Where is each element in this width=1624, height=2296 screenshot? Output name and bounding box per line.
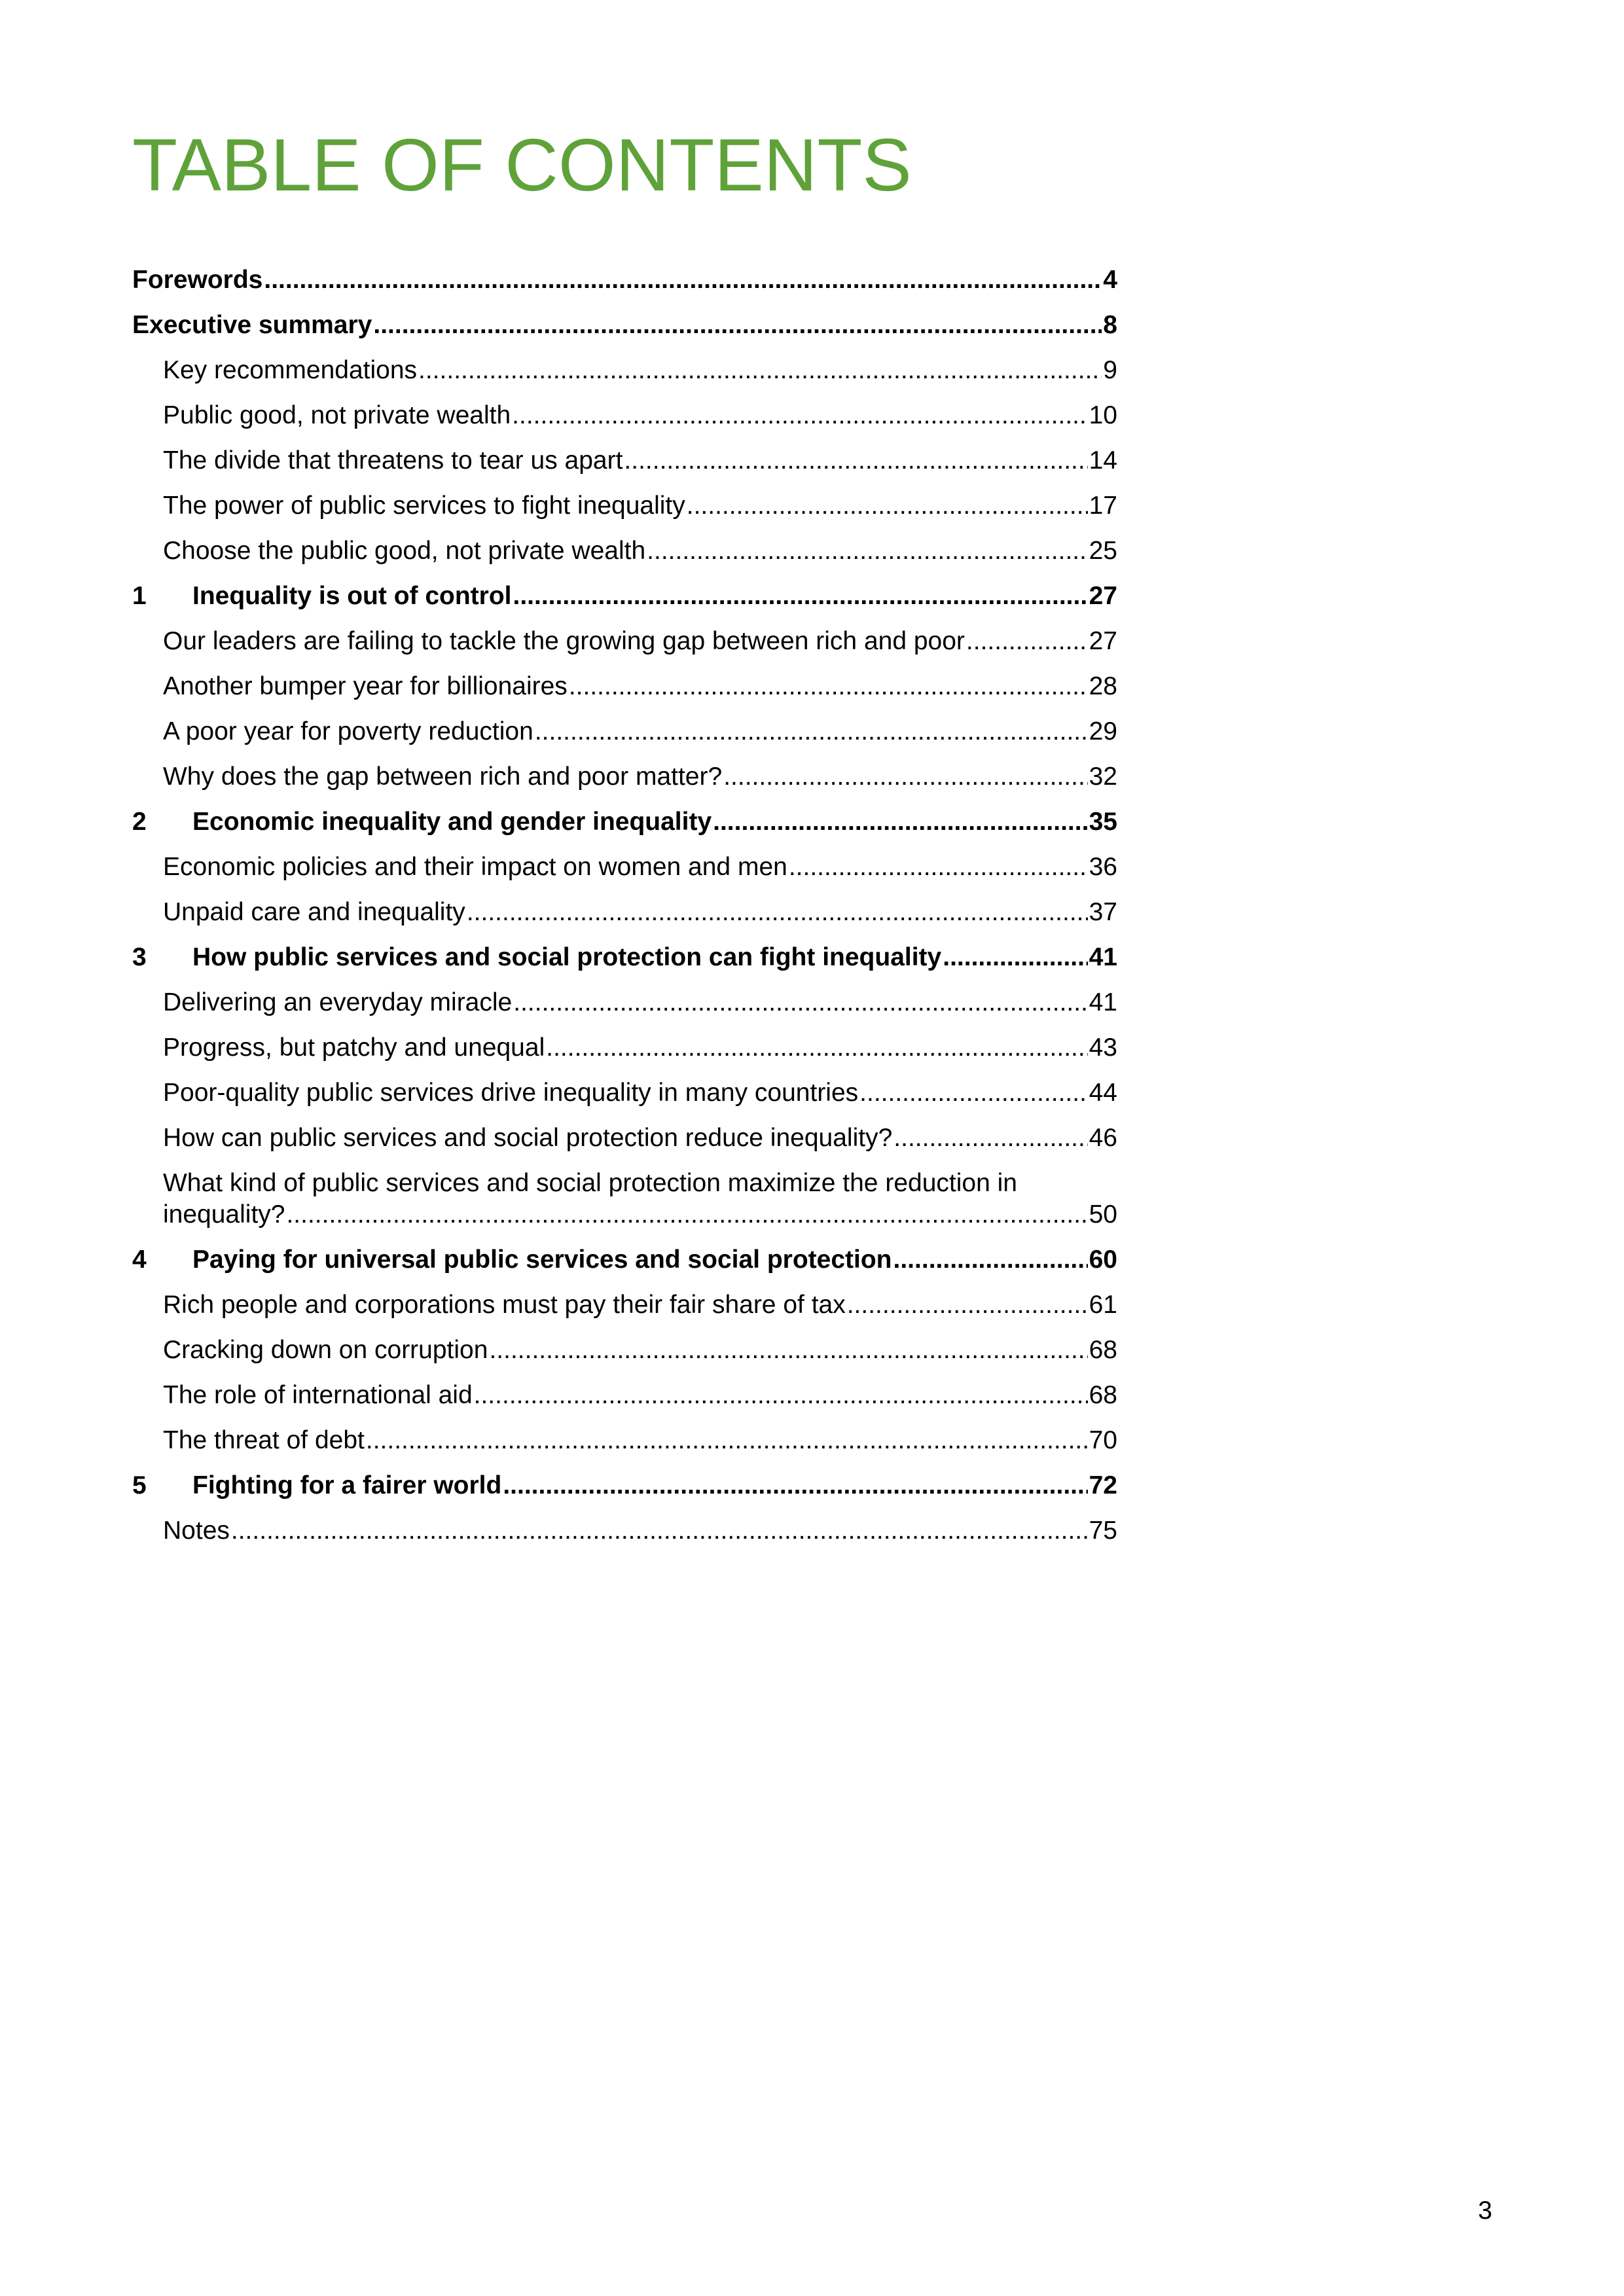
toc-page-number: 43 [1089,1033,1117,1062]
toc-entry-title: Economic inequality and gender inequality [192,808,712,836]
toc-entry[interactable] [132,1071,1117,1116]
toc-entry[interactable] [132,1161,1117,1238]
toc-page-number: 35 [1089,808,1117,836]
dot-leader [535,716,1088,747]
dot-leader [546,1032,1087,1064]
dot-leader [723,761,1087,793]
toc-entry-title: Choose the public good, not private wealth [163,537,646,565]
dot-leader [647,535,1087,567]
toc-entry[interactable] [132,755,1117,800]
toc-entry-title: The threat of debt [163,1426,365,1454]
toc-entry-title: Forewords [132,266,263,294]
dot-leader [893,1122,1087,1154]
dot-leader [286,1199,1087,1230]
toc-page-number: 14 [1089,446,1117,475]
toc-page-number: 41 [1089,988,1117,1016]
toc-entry-title: Unpaid care and inequality [163,898,465,926]
toc-page-number: 27 [1089,582,1117,610]
table-of-contents [132,258,1117,1554]
toc-entry-title: How public services and social protection can fight inequality [192,943,942,971]
dot-leader [624,445,1087,476]
toc-entry[interactable] [132,980,1117,1026]
toc-entry[interactable] [132,439,1117,484]
dot-leader [893,1244,1088,1276]
toc-entry[interactable] [132,393,1117,439]
toc-entry[interactable] [132,1373,1117,1418]
toc-entry-title: Progress, but patchy and unequal [163,1033,545,1062]
toc-page-number: 50 [1089,1200,1117,1229]
toc-page-number: 25 [1089,537,1117,565]
dot-leader [418,355,1102,386]
toc-page-number: 8 [1103,311,1117,339]
toc-entry[interactable] [132,664,1117,709]
dot-leader [859,1077,1087,1109]
toc-page-number: 10 [1089,401,1117,429]
dot-leader [264,264,1102,296]
toc-section-number: 4 [132,1246,147,1274]
toc-page-number: 46 [1089,1124,1117,1152]
toc-entry-title: Inequality is out of control [192,582,512,610]
dot-leader [513,581,1088,612]
dot-leader [847,1289,1088,1321]
toc-page-number: 44 [1089,1079,1117,1107]
dot-leader [474,1380,1088,1411]
toc-entry-title: Cracking down on corruption [163,1336,488,1364]
toc-entry-title: Our leaders are failing to tackle the growing gap between rich and poor [163,627,965,655]
toc-entry[interactable] [132,845,1117,890]
toc-page-number: 68 [1089,1381,1117,1409]
toc-entry-title: Paying for universal public services and social protection [192,1246,892,1274]
dot-leader [366,1425,1088,1456]
toc-entry-title: The divide that threatens to tear us apart [163,446,623,475]
toc-entry[interactable] [132,800,1117,845]
dot-leader [713,806,1087,838]
dot-leader [513,987,1087,1018]
toc-entry-title: Executive summary [132,311,372,339]
toc-entry[interactable] [132,1116,1117,1161]
toc-entry[interactable] [132,484,1117,529]
toc-page-number: 29 [1089,717,1117,745]
toc-section-number: 3 [132,943,147,971]
toc-page-number: 72 [1089,1471,1117,1499]
toc-entry[interactable] [132,1509,1117,1554]
dot-leader [467,897,1088,928]
toc-entry-title: Key recommendations [163,356,418,384]
toc-page-number: 61 [1089,1291,1117,1319]
toc-entry[interactable] [132,1463,1117,1509]
dot-leader [373,310,1102,341]
toc-entry-title: Another bumper year for billionaires [163,672,568,700]
toc-page-number: 68 [1089,1336,1117,1364]
toc-entry-title: Delivering an everyday miracle [163,988,513,1016]
toc-page-number: 41 [1089,943,1117,971]
toc-entry-title: Economic policies and their impact on women and men [163,853,787,881]
toc-entry[interactable] [132,619,1117,664]
toc-page-number: 37 [1089,898,1117,926]
toc-entry[interactable] [132,1283,1117,1328]
toc-entry-title: Rich people and corporations must pay their fair share of tax [163,1291,846,1319]
toc-entry-title: Why does the gap between rich and poor matter? [163,762,723,791]
page-number: 3 [1478,2197,1492,2225]
toc-page-number: 70 [1089,1426,1117,1454]
toc-entry[interactable] [132,935,1117,980]
toc-entry-title: The role of international aid [163,1381,473,1409]
page-title: TABLE OF CONTENTS [132,124,912,206]
dot-leader [687,490,1088,522]
dot-leader [966,626,1088,657]
toc-entry[interactable] [132,890,1117,935]
dot-leader [569,671,1088,702]
toc-entry-title: Notes [163,1516,230,1545]
dot-leader [489,1335,1087,1366]
toc-entry[interactable] [132,1328,1117,1373]
dot-leader [231,1515,1088,1547]
toc-page-number: 60 [1089,1246,1117,1274]
toc-entry[interactable] [132,303,1117,348]
toc-page-number: 28 [1089,672,1117,700]
toc-entry[interactable] [132,348,1117,393]
toc-page-number: 17 [1089,492,1117,520]
toc-entry-title: Poor-quality public services drive inequality in many countries [163,1079,859,1107]
toc-entry-title-continuation: inequality? [163,1200,285,1229]
toc-section-number: 5 [132,1471,147,1499]
toc-page-number: 32 [1089,762,1117,791]
toc-page-number: 36 [1089,853,1117,881]
toc-entry[interactable] [132,1026,1117,1071]
dot-leader [789,852,1088,883]
toc-page-number: 27 [1089,627,1117,655]
toc-entry-title: Fighting for a fairer world [192,1471,502,1499]
toc-entry[interactable] [132,574,1117,619]
toc-entry-title: A poor year for poverty reduction [163,717,533,745]
toc-page-number: 75 [1089,1516,1117,1545]
toc-entry[interactable] [132,709,1117,755]
toc-entry-title: What kind of public services and social protection maximize the reduction in [163,1169,1017,1197]
toc-entry[interactable] [132,1238,1117,1283]
toc-page-number: 4 [1103,266,1117,294]
toc-entry-title: How can public services and social protection reduce inequality? [163,1124,893,1152]
toc-entry-title: Public good, not private wealth [163,401,511,429]
toc-section-number: 1 [132,582,147,610]
dot-leader [503,1470,1087,1501]
dot-leader [943,942,1087,973]
toc-entry[interactable] [132,529,1117,574]
toc-entry[interactable] [132,258,1117,303]
toc-entry-title: The power of public services to fight inequality [163,492,685,520]
toc-entry[interactable] [132,1418,1117,1463]
toc-page-number: 9 [1103,356,1117,384]
toc-section-number: 2 [132,808,147,836]
dot-leader [512,400,1087,431]
